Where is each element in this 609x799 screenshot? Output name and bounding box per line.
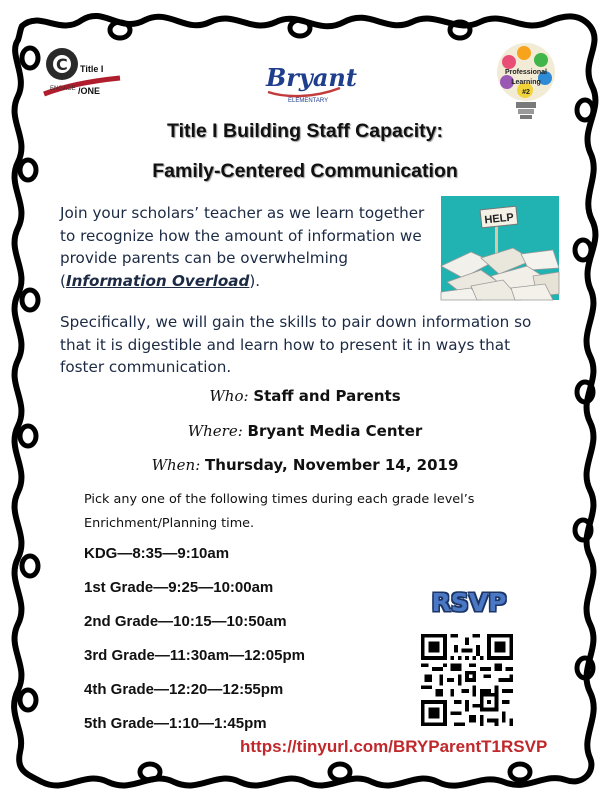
title-line-2: Family-Centered Communication bbox=[152, 160, 458, 182]
schedule-item-5th-grade: 5th Grade—1:10—1:45pm bbox=[84, 715, 267, 732]
help-paper-pile-image bbox=[441, 196, 559, 300]
title-one-logo bbox=[40, 44, 122, 100]
svg-text:Title I: Title I bbox=[80, 64, 104, 74]
schedule-item-2nd-grade: 2nd Grade—10:15—10:50am bbox=[84, 613, 287, 630]
schedule-item-1st-grade: 1st Grade—9:25—10:00am bbox=[84, 579, 274, 596]
svg-text:Bryant: Bryant bbox=[266, 63, 357, 92]
when-label: When: bbox=[151, 456, 201, 474]
when-line bbox=[60, 456, 550, 474]
where-line bbox=[60, 422, 550, 440]
where-label: Where: bbox=[187, 422, 243, 440]
svg-text:HELP: HELP bbox=[483, 211, 515, 227]
svg-text:Professional: Professional bbox=[504, 69, 548, 76]
intro-paragraph bbox=[60, 202, 435, 292]
title-line-1: Title I Building Staff Capacity: bbox=[167, 120, 443, 142]
svg-text:ELEMENTARY: ELEMENTARY bbox=[288, 98, 329, 104]
where-value: Bryant Media Center bbox=[247, 422, 423, 440]
svg-text:#2: #2 bbox=[522, 89, 530, 96]
professional-learning-bulb bbox=[495, 40, 557, 124]
intro-text-end: ). bbox=[249, 271, 261, 290]
rsvp-url-link[interactable]: https://tinyurl.com/BRYParentT1RSVP bbox=[240, 737, 548, 756]
information-overload-emphasis: Information Overload bbox=[65, 271, 250, 290]
who-value: Staff and Parents bbox=[253, 387, 401, 405]
rsvp-heading: RSVP bbox=[431, 588, 507, 617]
bryant-elementary-logo bbox=[262, 58, 357, 104]
when-value: Thursday, November 14, 2019 bbox=[205, 456, 459, 474]
svg-text:/ONE: /ONE bbox=[78, 86, 101, 96]
schedule-item-4th-grade: 4th Grade—12:20—12:55pm bbox=[84, 681, 284, 698]
rsvp-qr-code[interactable] bbox=[421, 634, 513, 726]
intro-text: Join your scholars’ teacher as we learn together to recognize how the amount of information we provide parents can be overwhelming ( bbox=[60, 204, 425, 290]
svg-text:C: C bbox=[56, 55, 68, 74]
pick-time-instructions: Pick any one of the following times during each grade level’s Enrichment/Planning time. bbox=[84, 492, 475, 531]
who-label: Who: bbox=[209, 387, 249, 405]
schedule-item-3rd-grade: 3rd Grade—11:30am—12:05pm bbox=[84, 647, 305, 664]
svg-text:ENGAGE: ENGAGE bbox=[50, 86, 76, 92]
svg-text:Learning: Learning bbox=[511, 79, 541, 86]
schedule-item-kdg: KDG—8:35—9:10am bbox=[84, 545, 230, 562]
who-line bbox=[60, 387, 550, 405]
skills-paragraph: Specifically, we will gain the skills to pair down information so that it is digestible and learn how to present it in ways that foster communication. bbox=[60, 313, 532, 376]
